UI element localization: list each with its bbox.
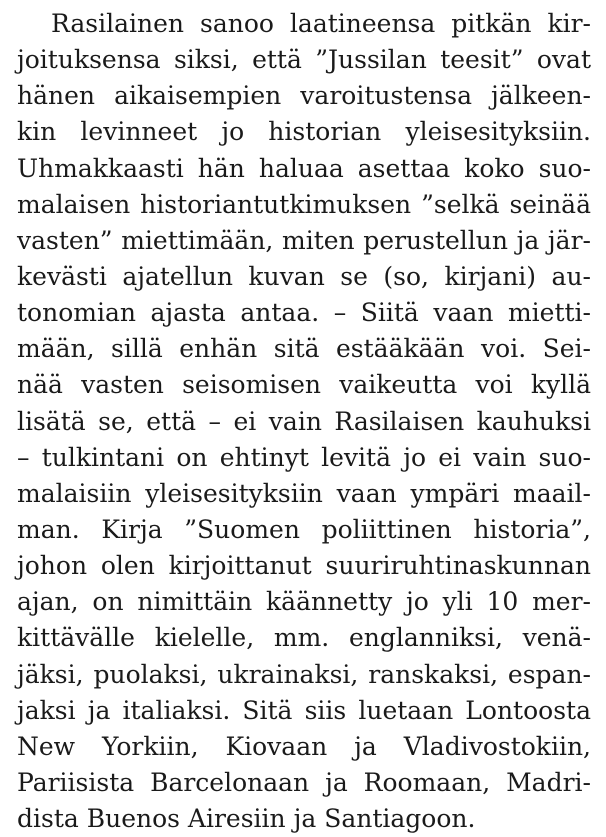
text-line: lisätä se, että – ei vain Rasilaisen kauhuksi	[17, 406, 591, 436]
text-line: Rasilainen sanoo laatineensa pitkän kir-	[51, 9, 591, 38]
text-line: jaksi ja italiaksi. Sitä siis luetaan Lontoosta	[17, 695, 591, 725]
text-line: joituksensa siksi, että ”Jussilan teesit” ovat	[17, 45, 591, 75]
document-page	[17, 6, 591, 837]
text-line: ajan, on nimittäin käännetty jo yli 10 mer-	[17, 587, 591, 617]
body-paragraph	[17, 6, 591, 837]
text-line: Uhmakkaasti hän haluaa asettaa koko suo-	[17, 153, 591, 183]
text-line: johon olen kirjoittanut suuriruhtinaskunnan	[17, 551, 591, 581]
text-line: jäksi, puolaksi, ukrainaksi, ranskaksi, espan-	[17, 659, 591, 689]
text-line: – tulkintani on ehtinyt levitä jo ei vain suo-	[17, 442, 591, 472]
text-line: nää vasten seisomisen vaikeutta voi kyllä	[17, 370, 591, 400]
text-line: malaisen historiantutkimuksen ”selkä seinää	[17, 189, 591, 219]
text-line: kittävälle kielelle, mm. englanniksi, venä-	[17, 623, 591, 653]
text-line: vasten” miettimään, miten perustellun ja jär-	[17, 225, 591, 255]
text-line: kevästi ajatellun kuvan se (so, kirjani) au-	[17, 261, 591, 291]
text-line: mään, sillä enhän sitä estääkään voi. Sei-	[17, 334, 591, 364]
text-line: hänen aikaisempien varoitustensa jälkeen-	[17, 81, 591, 111]
text-line: malaisiin yleisesityksiin vaan ympäri maail-	[17, 478, 591, 508]
text-line: kin levinneet jo historian yleisesityksiin.	[17, 117, 591, 147]
text-line: tonomian ajasta antaa. – Siitä vaan mietti-	[17, 298, 591, 328]
text-line: dista Buenos Airesiin ja Santiagoon.	[17, 804, 476, 834]
text-line: Pariisista Barcelonaan ja Roomaan, Madri-	[17, 767, 591, 797]
text-line: man. Kirja ”Suomen poliittinen historia”,	[17, 514, 591, 544]
text-line: New Yorkiin, Kiovaan ja Vladivostokiin,	[17, 731, 591, 761]
